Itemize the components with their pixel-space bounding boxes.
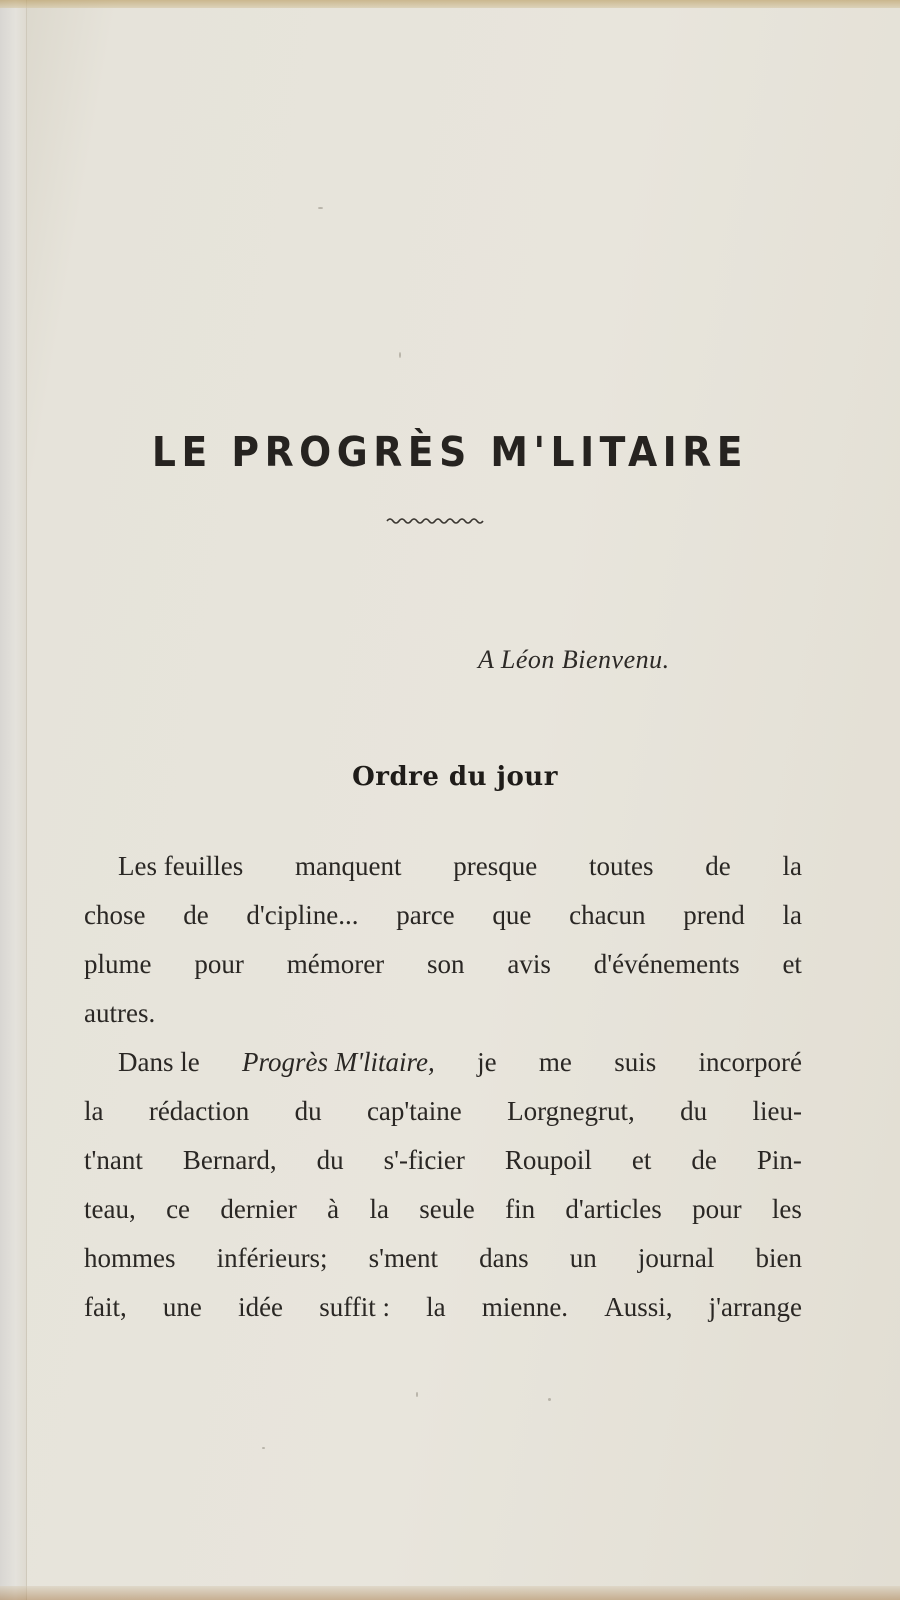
word: et [631, 1145, 652, 1175]
text-line [84, 842, 802, 891]
word: les [771, 1194, 802, 1224]
word: la [84, 1096, 104, 1126]
word: dernier [220, 1194, 297, 1224]
word: Bernard, [182, 1145, 277, 1175]
word: parce [396, 900, 455, 930]
word: autres. [84, 998, 156, 1028]
word: Aussi, [604, 1292, 673, 1322]
word: la [426, 1292, 446, 1322]
word: inférieurs; [216, 1243, 328, 1273]
word: j'arrange [708, 1292, 802, 1322]
word: plume [84, 949, 152, 979]
body-text [84, 842, 802, 1332]
word: idée [238, 1292, 284, 1322]
bottom-page-edge [0, 1586, 900, 1600]
word: rédaction [148, 1096, 250, 1126]
word: la [782, 851, 802, 881]
word: Roupoil [504, 1145, 592, 1175]
word: une [162, 1292, 202, 1322]
dedication: A Léon Bienvenu. [478, 645, 670, 674]
word: t'nant [84, 1145, 143, 1175]
text-line [84, 1283, 802, 1332]
word: je [477, 1047, 497, 1077]
word: d'articles [565, 1194, 662, 1224]
word: chacun [569, 900, 646, 930]
word: Les feuilles [118, 851, 244, 881]
word: de [691, 1145, 717, 1175]
word: que [492, 900, 532, 930]
word: hommes [84, 1243, 176, 1273]
text-line [84, 940, 802, 989]
word: et [782, 949, 802, 979]
word: bien [755, 1243, 802, 1273]
word: seule [419, 1194, 475, 1224]
word: du [316, 1145, 344, 1175]
word: Lorgnegrut, [507, 1096, 635, 1126]
word: chose [84, 900, 146, 930]
word: fin [505, 1194, 536, 1224]
text-line [84, 1234, 802, 1283]
word: fait, [84, 1292, 127, 1322]
word: avis [507, 949, 551, 979]
section-heading: Ordre du jour [352, 762, 558, 792]
word: de [183, 900, 209, 930]
word: la [782, 900, 802, 930]
text-line [84, 1136, 802, 1185]
word: s'-ficier [383, 1145, 465, 1175]
word: dans [479, 1243, 529, 1273]
word: pour [692, 1194, 742, 1224]
word: ce [166, 1194, 191, 1224]
text-line [84, 989, 802, 1038]
word: pour [194, 949, 244, 979]
word: à [327, 1194, 340, 1224]
word: presque [453, 851, 538, 881]
word: son [427, 949, 465, 979]
word: d'événements [593, 949, 740, 979]
word: mienne. [481, 1292, 569, 1322]
word: incorporé [698, 1047, 802, 1077]
word: me [538, 1047, 572, 1077]
word: de [705, 851, 731, 881]
word: du [680, 1096, 708, 1126]
word: prend [683, 900, 745, 930]
word: suis [614, 1047, 657, 1077]
word: lieu- [752, 1096, 802, 1126]
word: suffit : [319, 1292, 390, 1322]
word: cap'taine [366, 1096, 462, 1126]
word: Progrès M'litaire, [242, 1047, 435, 1077]
word: journal [637, 1243, 715, 1273]
word: Pin- [756, 1145, 802, 1175]
word: teau, [84, 1194, 136, 1224]
word: mémorer [286, 949, 385, 979]
word: d'cipline... [246, 900, 359, 930]
word: manquent [294, 851, 402, 881]
wavy-ornament-divider [385, 516, 485, 526]
word: la [369, 1194, 389, 1224]
chapter-title: LE PROGRÈS M'LITAIRE [151, 428, 749, 476]
word: du [294, 1096, 322, 1126]
top-page-edge [0, 0, 900, 8]
word: s'ment [368, 1243, 439, 1273]
word: toutes [588, 851, 654, 881]
word: un [569, 1243, 597, 1273]
binding-edge [0, 0, 27, 1600]
word: Dans le [118, 1047, 200, 1077]
text-line [84, 1185, 802, 1234]
text-line [84, 1038, 802, 1087]
text-line [84, 891, 802, 940]
text-line [84, 1087, 802, 1136]
